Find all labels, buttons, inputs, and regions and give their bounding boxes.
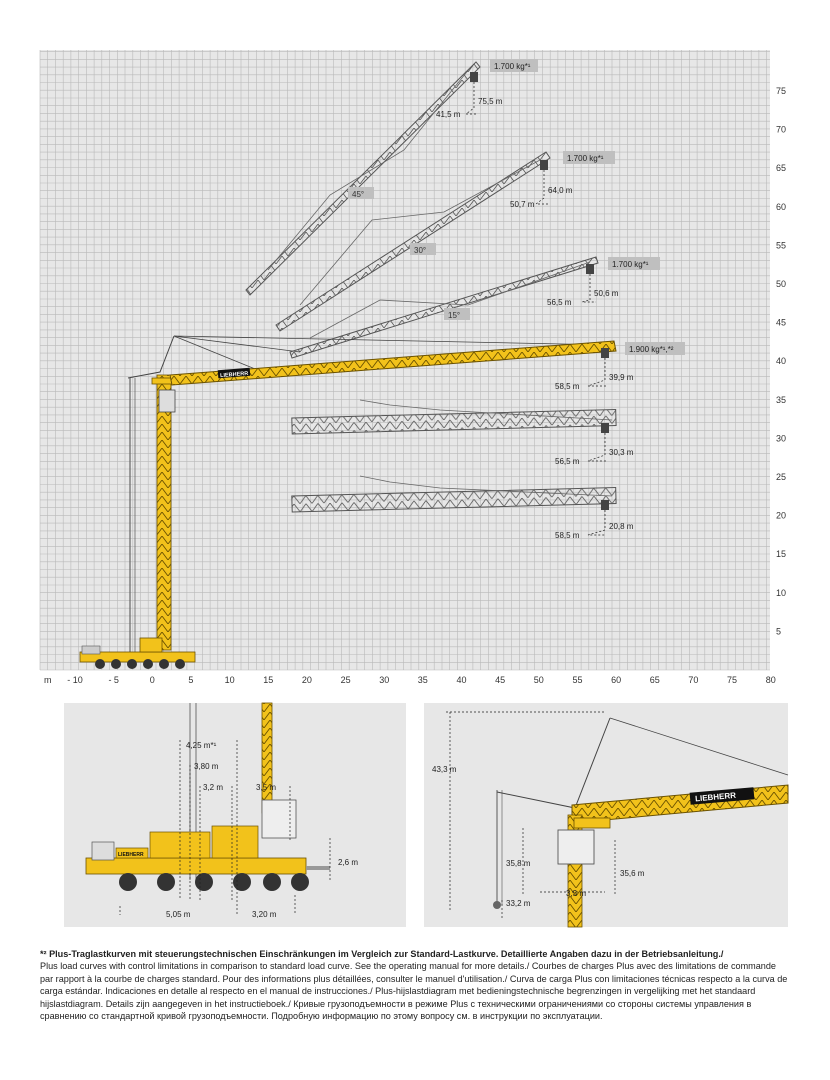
dim-0-height: 39,9 m (609, 373, 634, 382)
load-label-30: 1.700 kg*¹ (567, 154, 604, 163)
x-tick-label: 50 (533, 675, 544, 685)
x-tick-label: 0 (149, 675, 155, 685)
dim-30-radius: 50,7 m (510, 200, 535, 209)
y-tick-label: 55 (776, 240, 787, 251)
brand-text-main-jib: LIEBHERR (219, 370, 249, 380)
x-axis-ticks (67, 675, 775, 685)
detail-right-tower-head-dimensions (424, 703, 788, 927)
x-tick-label: 25 (340, 675, 351, 685)
y-tick-label: 65 (776, 163, 787, 174)
x-tick-label: 75 (726, 675, 738, 685)
dim-2-height: 20,8 m (609, 522, 634, 531)
x-tick-label: - 10 (67, 675, 83, 685)
angle-label-30: 30° (414, 246, 427, 255)
dim-slew-radius-4-25: 4,25 m*¹ (186, 741, 217, 750)
load-label-0: 1.900 kg*¹,*² (629, 345, 674, 354)
y-tick-label: 30 (776, 433, 787, 444)
x-axis-unit: m (44, 675, 52, 685)
x-tick-label: 60 (611, 675, 622, 685)
x-tick-label: 80 (765, 675, 776, 685)
dim-2-6: 2,6 m (338, 858, 359, 867)
dim-33-2: 33,2 m (506, 899, 531, 908)
dim-15-height: 50,6 m (594, 289, 619, 298)
dim-15-radius: 56,5 m (547, 298, 572, 307)
angle-label-45: 45° (352, 190, 365, 199)
y-tick-label: 60 (776, 201, 787, 212)
detail-left-carrier-dimensions (64, 703, 406, 927)
y-tick-label: 5 (776, 626, 782, 637)
y-tick-label: 50 (776, 279, 787, 289)
dim-2-radius: 58,5 m (555, 531, 580, 540)
y-tick-label: 75 (776, 86, 787, 96)
x-tick-label: 65 (649, 675, 660, 685)
y-tick-label: 40 (776, 356, 787, 367)
x-tick-label: 55 (572, 675, 583, 685)
x-tick-label: 40 (456, 675, 467, 685)
y-tick-label: 70 (776, 124, 787, 135)
x-tick-label: 70 (688, 675, 699, 685)
footnote-lead: *² Plus-Traglastkurven mit steuerungstechnischen Einschränkungen im Vergleich zur Standard-Lastkurve. Detaillierte Angaben dazu in der Betriebsanleitung./ (40, 949, 724, 959)
x-tick-label: 30 (379, 675, 390, 685)
dim-45-radius: 41,5 m (436, 110, 461, 119)
y-tick-label: 25 (776, 472, 787, 482)
dim-1-height: 30,3 m (609, 448, 634, 457)
y-axis-ticks (776, 86, 786, 636)
dim-5-05: 5,05 m (166, 910, 191, 919)
dim-45-height: 75,5 m (478, 97, 503, 106)
dim-35-8: 35,8 m (506, 859, 531, 868)
dim-3-20: 3,20 m (252, 910, 277, 919)
x-tick-label: 35 (417, 675, 428, 685)
footnote-body: Plus load curves with control limitations in comparison to standard load curve. See the operating manual for more details./ Courbes de charges Plus avec des limitations de commande par rapport à la courbe de charges standard. Pour des informations plus détaillées, consulter le manuel d'utilisation./ Curva de carga Plus con limitaciones técnicas respecto a la curva de carga estándar. Indicaciones en detalle al respecto en el manual de instrucciones./ Plus-hijslastdiagram met bedieningstechnische begrenzingen in vergelijking met het standaard hijslastdiagram. Details zijn aangegeven in het instructieboek./ Кривые грузоподъемности в режиме Plus с техническими ограничениями со стороны системы управления в сравнению со стандартной кривой грузоподъемности. Подробную информацию по этому вопросу см. в инструкции по эксплуатации. (40, 961, 788, 1022)
dim-3-2: 3,2 m (203, 783, 224, 792)
y-tick-label: 45 (776, 317, 787, 328)
footnote (40, 948, 790, 1022)
x-tick-label: 45 (495, 675, 506, 685)
x-tick-label: - 5 (108, 675, 119, 685)
x-tick-label: 5 (188, 675, 194, 685)
brand-text-carrier: LIEBHERR (118, 852, 144, 858)
dim-0-radius: 58,5 m (555, 382, 580, 391)
load-label-45: 1.700 kg*¹ (494, 62, 531, 71)
main-working-range-chart (40, 50, 786, 685)
y-tick-label: 15 (776, 549, 787, 560)
x-tick-label: 20 (301, 675, 312, 685)
y-tick-label: 10 (776, 587, 787, 598)
dim-tower-height-43-3: 43,3 m (432, 765, 457, 774)
y-tick-label: 20 (776, 510, 787, 521)
y-tick-label: 35 (776, 394, 787, 405)
x-tick-label: 10 (224, 675, 235, 685)
dim-1-radius: 56,5 m (555, 457, 580, 466)
dim-3-3: 3,3 m (566, 889, 587, 898)
dim-3-5: 3,5 m (256, 783, 277, 792)
dim-35-6: 35,6 m (620, 869, 645, 878)
angle-label-15: 15° (448, 311, 461, 320)
dim-30-height: 64,0 m (548, 186, 573, 195)
x-tick-label: 15 (263, 675, 274, 685)
brand-text-tower-jib: LIEBHERR (694, 790, 737, 804)
load-label-15: 1.700 kg*¹ (612, 260, 649, 269)
dim-3-80: 3,80 m (194, 762, 219, 771)
